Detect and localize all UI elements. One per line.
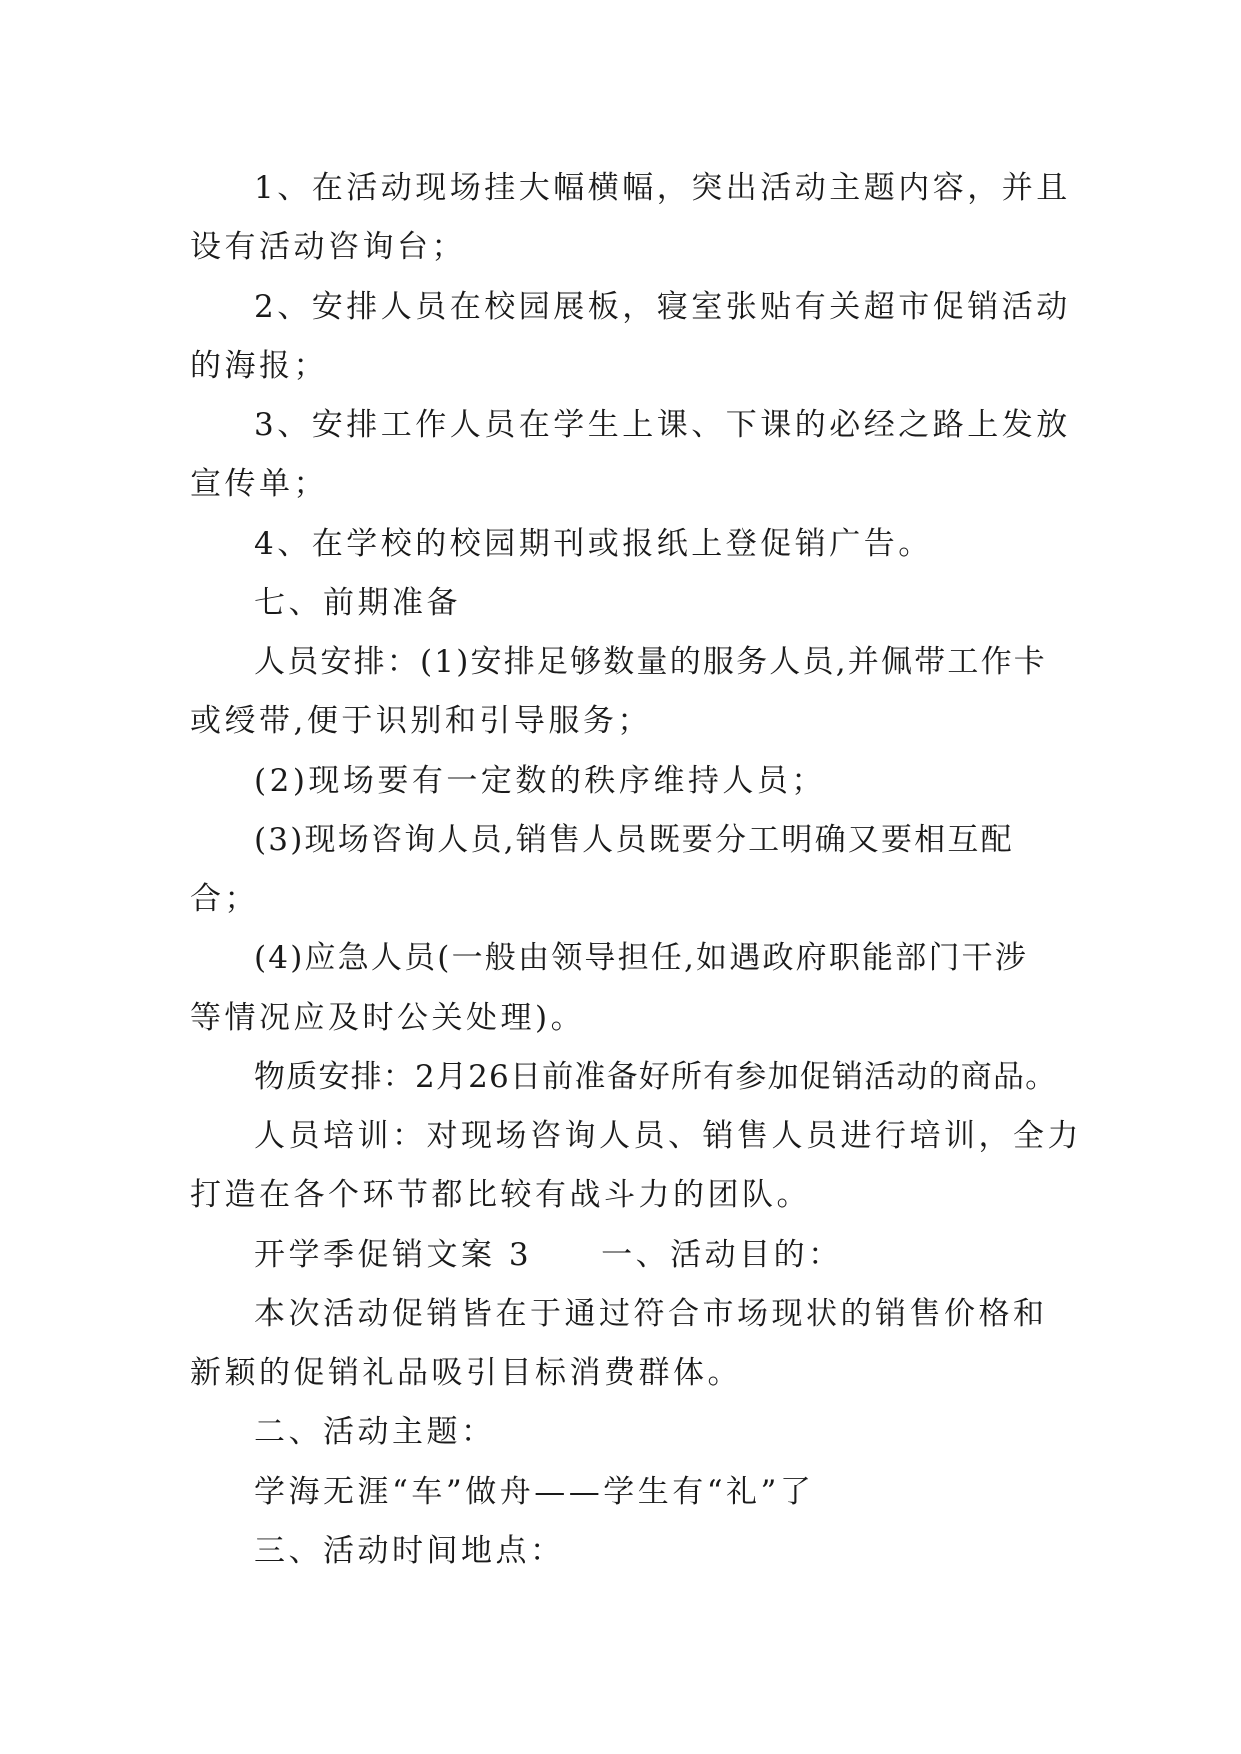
paragraph-line: 打造在各个环节都比较有战斗力的团队。 — [190, 1177, 811, 1213]
paragraph-line: (4)应急人员(一般由领导担任,如遇政府职能部门干涉 — [254, 940, 1029, 976]
paragraph-line: 宣传单； — [190, 466, 328, 502]
paragraph-line: 学海无涯“车”做舟——学生有“礼”了 — [254, 1474, 815, 1510]
paragraph-line: (2)现场要有一定数的秩序维持人员； — [254, 763, 826, 799]
paragraph-line: 物质安排：2月26日前准备好所有参加促销活动的商品。 — [254, 1059, 1058, 1095]
paragraph-line: 2、安排人员在校园展板，寝室张贴有关超市促销活动 — [254, 289, 1071, 325]
section-heading: 开学季促销文案 3 一、活动目的： — [254, 1237, 843, 1273]
section-heading: 三、活动时间地点： — [254, 1533, 565, 1569]
paragraph-line: 或绶带,便于识别和引导服务； — [190, 703, 652, 739]
paragraph-line: 设有活动咨询台； — [190, 229, 466, 265]
section-heading: 七、前期准备 — [254, 585, 461, 621]
paragraph-line: 人员培训：对现场咨询人员、销售人员进行培训，全力 — [254, 1118, 1082, 1154]
paragraph-line: 等情况应及时公关处理)。 — [190, 1000, 586, 1036]
paragraph-line: 的海报； — [190, 348, 328, 384]
paragraph-line: 人员安排：(1)安排足够数量的服务人员,并佩带工作卡 — [254, 644, 1047, 680]
paragraph-line: 3、安排工作人员在学生上课、下课的必经之路上发放 — [254, 407, 1071, 443]
paragraph-line: 新颖的促销礼品吸引目标消费群体。 — [190, 1355, 742, 1391]
paragraph-line: 合； — [190, 881, 259, 917]
paragraph-line: 1、在活动现场挂大幅横幅，突出活动主题内容，并且 — [254, 170, 1071, 206]
paragraph-line: 本次活动促销皆在于通过符合市场现状的销售价格和 — [254, 1296, 1048, 1332]
paragraph-line: 4、在学校的校园期刊或报纸上登促销广告。 — [254, 526, 933, 562]
paragraph-line: (3)现场咨询人员,销售人员既要分工明确又要相互配 — [254, 822, 1014, 858]
section-heading: 二、活动主题： — [254, 1414, 496, 1450]
